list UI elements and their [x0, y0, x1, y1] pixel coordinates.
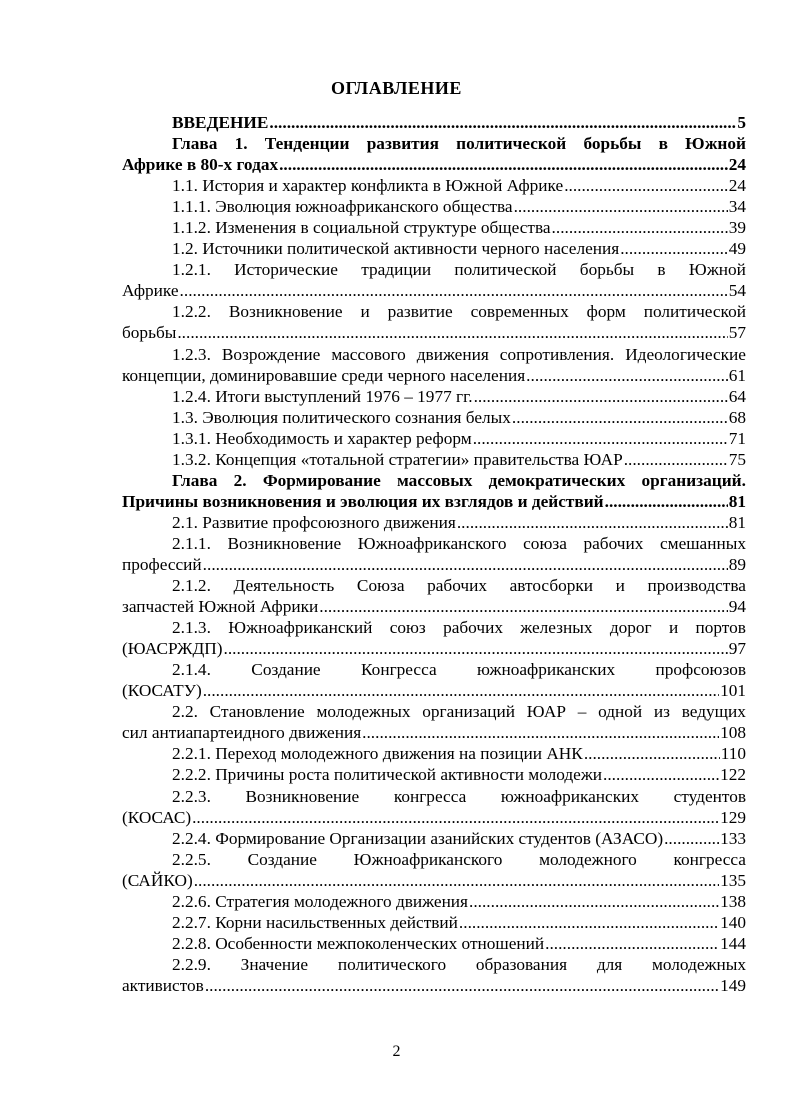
dot-leader: [205, 975, 719, 996]
toc-word: 2.1.4.: [172, 660, 211, 680]
toc-page-number: 57: [728, 323, 746, 343]
toc-page-number: 24: [728, 176, 746, 196]
toc-entry-first-line: [122, 617, 746, 638]
toc-word: и: [615, 576, 625, 596]
dot-leader: [177, 322, 727, 343]
toc-page-number: 39: [728, 218, 746, 238]
dot-leader: [192, 807, 719, 828]
toc-entry-title: сил антиапартеидного движения: [122, 723, 362, 743]
page-title: ОГЛАВЛЕНИЕ: [331, 78, 462, 98]
toc-entry[interactable]: [122, 828, 746, 849]
toc-page-number: 24: [728, 155, 746, 175]
toc-entry-title: 1.3.1. Необходимость и характер реформ: [172, 428, 472, 448]
toc-entry-title: 2.1. Развитие профсоюзного движения: [172, 512, 456, 532]
dot-leader: [469, 891, 719, 912]
toc-word: Южноафриканского: [353, 849, 503, 869]
toc-word: 2.2.9.: [172, 954, 211, 974]
toc-word: рабочих: [443, 618, 503, 638]
toc-word: Южноафриканский: [228, 618, 373, 638]
toc-entry[interactable]: [122, 849, 746, 891]
dot-leader: [279, 154, 728, 175]
toc-entry[interactable]: [122, 344, 746, 386]
toc-word: ведущих: [681, 702, 746, 722]
toc-page-number: 34: [728, 197, 746, 217]
toc-word: современных: [470, 302, 569, 322]
toc-entry[interactable]: [122, 743, 746, 764]
dot-leader: [584, 743, 720, 764]
toc-entry[interactable]: [122, 786, 746, 828]
toc-word: Возникновение: [228, 302, 343, 322]
toc-page-number: 81: [728, 512, 746, 532]
toc-entry-first-line: [122, 954, 746, 975]
toc-entry[interactable]: [122, 196, 746, 217]
toc-entry-title: 1.2. Источники политической активности черного населения: [172, 239, 620, 259]
toc-entry[interactable]: [122, 386, 746, 407]
dot-leader: [603, 764, 719, 785]
toc-word: Глава: [172, 134, 218, 154]
toc-word: портов: [695, 618, 746, 638]
dot-leader: [203, 680, 719, 701]
toc-word: политической: [643, 302, 746, 322]
toc-page-number: 5: [737, 113, 746, 132]
toc-page-number: 68: [728, 407, 746, 427]
toc-entry-first-line: [122, 849, 746, 870]
toc-word: одной: [598, 702, 643, 722]
toc-page-number: 94: [728, 597, 746, 617]
dot-leader: [474, 386, 728, 407]
toc-page-number: 138: [720, 891, 746, 911]
toc-page-number: 108: [720, 723, 746, 743]
toc-word: Возникновение: [227, 533, 342, 553]
toc-page-number: 122: [720, 765, 746, 785]
toc-page-number: 81: [728, 491, 746, 511]
toc-word: форм: [586, 302, 626, 322]
toc-entry-title: 1.2.4. Итоги выступлений 1976 – 1977 гг.: [172, 386, 473, 406]
toc-word: 2.2.3.: [172, 786, 211, 806]
toc-entry-first-line: [122, 259, 746, 280]
toc-word: Союза: [356, 576, 405, 596]
dot-leader: [459, 912, 719, 933]
toc-entry-title: 2.2.7. Корни насильственных действий: [172, 912, 458, 932]
toc-word: Глава: [172, 470, 218, 490]
toc-page-number: 97: [728, 639, 746, 659]
toc-entry-title: 1.3.2. Концепция «тотальной стратегии» правительства ЮАР: [172, 449, 623, 469]
toc-word: Южной: [688, 260, 746, 280]
toc-word: 2.2.5.: [172, 849, 211, 869]
toc-word: 2.1.3.: [172, 618, 211, 638]
toc-word: конгресса: [673, 849, 746, 869]
toc-entry[interactable]: [122, 428, 746, 449]
toc-word: студентов: [673, 786, 746, 806]
toc-entry-title: (КОСАС): [122, 807, 192, 827]
toc-entry-title: Африке: [122, 281, 179, 301]
toc-word: союз: [389, 618, 426, 638]
toc-page-number: 129: [720, 807, 746, 827]
toc-word: союза: [523, 533, 567, 553]
toc-entry-title: запчастей Южной Африки: [122, 597, 319, 617]
toc-word: организаций.: [641, 470, 746, 490]
toc-entry-title: ВВЕДЕНИЕ: [172, 113, 269, 132]
dot-leader: [620, 238, 728, 259]
toc-word: Становление: [209, 702, 305, 722]
toc-word: Южноафриканского: [357, 533, 507, 553]
toc-word: молодежного: [539, 849, 637, 869]
toc-word: массовых: [397, 470, 473, 490]
toc-entry[interactable]: [122, 133, 746, 175]
toc-word: Южной: [685, 134, 746, 154]
toc-word: и: [668, 618, 679, 638]
toc-word: Конгресса: [361, 660, 437, 680]
dot-leader: [180, 280, 728, 301]
toc-page-number: 135: [720, 870, 746, 890]
toc-word: молодежных: [651, 954, 746, 974]
toc-word: Значение: [240, 954, 309, 974]
toc-page-number: 144: [720, 933, 746, 953]
toc-entry[interactable]: [122, 933, 746, 954]
toc-entry-first-line: [122, 344, 746, 365]
toc-word: профсоюзов: [655, 660, 746, 680]
dot-leader: [526, 365, 728, 386]
toc-entry[interactable]: [122, 575, 746, 617]
toc-entry-title: активистов: [122, 975, 204, 995]
toc-word: Тенденции: [264, 134, 350, 154]
toc-word: железных: [520, 618, 593, 638]
toc-word: для: [596, 954, 623, 974]
toc-word: смешанных: [659, 533, 746, 553]
toc-word: развитие: [387, 302, 453, 322]
toc-entry-title: 1.3. Эволюция политического сознания белых: [172, 407, 511, 427]
dot-leader: [664, 828, 719, 849]
toc-word: 1.2.1.: [172, 260, 211, 280]
toc-page-number: 61: [728, 365, 746, 385]
toc-entry-title: 2.2.8. Особенности межпоколенческих отношений: [172, 933, 545, 953]
toc-entry-first-line: [122, 786, 746, 807]
toc-word: автосборки: [509, 576, 594, 596]
toc-entry[interactable]: [122, 617, 746, 659]
toc-entry[interactable]: [122, 912, 746, 933]
dot-leader: [564, 175, 728, 196]
toc-page-number: 75: [728, 449, 746, 469]
toc-word: Возрождение: [221, 344, 321, 364]
toc-page-number: 71: [728, 428, 746, 448]
toc-word: сопротивления.: [499, 344, 615, 364]
toc-entry-title: профессий: [122, 554, 202, 574]
toc-word: Идеологические: [625, 344, 746, 364]
toc-word: Возникновение: [245, 786, 360, 806]
toc-word: развития: [366, 134, 439, 154]
table-of-contents: [122, 112, 746, 996]
dot-leader: [224, 638, 728, 659]
toc-entry-title: 2.2.4. Формирование Организации азанийских студентов (АЗАСО): [172, 828, 664, 848]
toc-page-number: 140: [720, 912, 746, 932]
toc-word: и: [360, 302, 370, 322]
toc-word: демократических: [488, 470, 626, 490]
toc-word: традиции: [361, 260, 432, 280]
dot-leader: [194, 870, 719, 891]
toc-word: образования: [475, 954, 568, 974]
toc-word: борьбы: [583, 134, 642, 154]
dot-leader: [512, 407, 728, 428]
toc-word: Создание: [251, 660, 321, 680]
toc-entry[interactable]: [122, 449, 746, 470]
toc-word: производства: [647, 576, 746, 596]
toc-entry-first-line: [122, 659, 746, 680]
toc-entry[interactable]: [122, 954, 746, 996]
toc-entry[interactable]: [122, 764, 746, 785]
toc-word: Исторические: [234, 260, 338, 280]
toc-entry-title: 2.2.2. Причины роста политической активности молодежи: [172, 765, 603, 785]
toc-entry-first-line: [122, 301, 746, 322]
toc-word: 2.1.2.: [172, 576, 211, 596]
toc-word: в: [657, 260, 666, 280]
toc-page-number: 133: [720, 828, 746, 848]
toc-page-number: 149: [720, 975, 746, 995]
toc-word: политической: [456, 134, 567, 154]
toc-word: в: [658, 134, 668, 154]
toc-word: рабочих: [583, 533, 644, 553]
toc-entry[interactable]: [122, 175, 746, 196]
toc-word: массового: [331, 344, 406, 364]
toc-entry[interactable]: [122, 512, 746, 533]
toc-page-number: 89: [728, 554, 746, 574]
dot-leader: [319, 596, 727, 617]
toc-word: конгресса: [393, 786, 467, 806]
dot-leader: [473, 428, 728, 449]
toc-word: Формирование: [262, 470, 381, 490]
toc-entry-first-line: [122, 575, 746, 596]
toc-page-number: 54: [728, 281, 746, 301]
toc-page-number: 110: [720, 744, 746, 764]
toc-page-number: 49: [728, 239, 746, 259]
toc-word: политической: [454, 260, 557, 280]
toc-entry-title: 2.2.1. Переход молодежного движения на позиции АНК: [172, 744, 583, 764]
dot-leader: [624, 449, 728, 470]
toc-entry[interactable]: [122, 659, 746, 701]
toc-entry[interactable]: [122, 891, 746, 912]
toc-word: из: [653, 702, 670, 722]
toc-entry-first-line: [122, 470, 746, 491]
toc-word: организаций: [422, 702, 515, 722]
toc-entry-first-line: [122, 701, 746, 722]
toc-word: Создание: [247, 849, 317, 869]
toc-word: 1.2.2.: [172, 302, 211, 322]
toc-word: южноафриканских: [477, 660, 616, 680]
toc-entry-title: концепции, доминировавшие среди черного населения: [122, 365, 526, 385]
toc-word: политического: [337, 954, 447, 974]
dot-leader: [514, 196, 728, 217]
page-number: 2: [392, 1043, 401, 1060]
toc-word: дорог: [609, 618, 652, 638]
dot-leader: [362, 722, 719, 743]
toc-word: рабочих: [427, 576, 488, 596]
toc-word: 2.1.1.: [172, 533, 211, 553]
toc-entry-title: (САЙКО): [122, 870, 193, 890]
dot-leader: [203, 554, 728, 575]
toc-word: –: [577, 702, 587, 722]
toc-word: 1.2.3.: [172, 344, 211, 364]
dot-leader: [545, 933, 719, 954]
toc-entry[interactable]: [122, 301, 746, 343]
toc-entry-title: 1.1.1. Эволюция южноафриканского общества: [172, 197, 513, 217]
toc-entry-first-line: [122, 133, 746, 154]
toc-entry-title: (КОСАТУ): [122, 681, 202, 701]
toc-entry[interactable]: [122, 701, 746, 743]
toc-entry-first-line: [122, 533, 746, 554]
toc-entry[interactable]: [122, 407, 746, 428]
toc-entry-title: 1.1.2. Изменения в социальной структуре общества: [172, 218, 551, 238]
toc-entry[interactable]: [122, 470, 746, 512]
toc-word: 1.: [234, 134, 248, 154]
toc-entry[interactable]: [122, 217, 746, 238]
toc-page-number: 101: [720, 681, 746, 701]
toc-entry[interactable]: [122, 533, 746, 575]
toc-word: Деятельность: [233, 576, 335, 596]
toc-page-number: 64: [728, 386, 746, 406]
dot-leader: [269, 112, 736, 133]
toc-word: молодежных: [316, 702, 411, 722]
dot-leader: [552, 217, 728, 238]
toc-word: 2.: [233, 470, 247, 490]
toc-word: движения: [416, 344, 489, 364]
toc-entry[interactable]: [122, 259, 746, 301]
toc-word: ЮАР: [526, 702, 566, 722]
toc-entry-title: Африке в 80-х годах: [122, 155, 279, 175]
toc-word: борьбы: [579, 260, 635, 280]
toc-word: 2.2.: [172, 702, 198, 722]
toc-entry-title: борьбы: [122, 323, 177, 343]
toc-word: южноафриканских: [500, 786, 639, 806]
toc-entry[interactable]: [122, 112, 746, 133]
dot-leader: [605, 491, 728, 512]
dot-leader: [457, 512, 728, 533]
toc-entry-title: Причины возникновения и эволюция их взглядов и действий: [122, 491, 604, 511]
toc-entry-title: 1.1. История и характер конфликта в Южной Африке: [172, 176, 564, 196]
toc-entry-title: (ЮАСРЖДП): [122, 639, 223, 659]
toc-entry[interactable]: [122, 238, 746, 259]
toc-entry-title: 2.2.6. Стратегия молодежного движения: [172, 891, 469, 911]
